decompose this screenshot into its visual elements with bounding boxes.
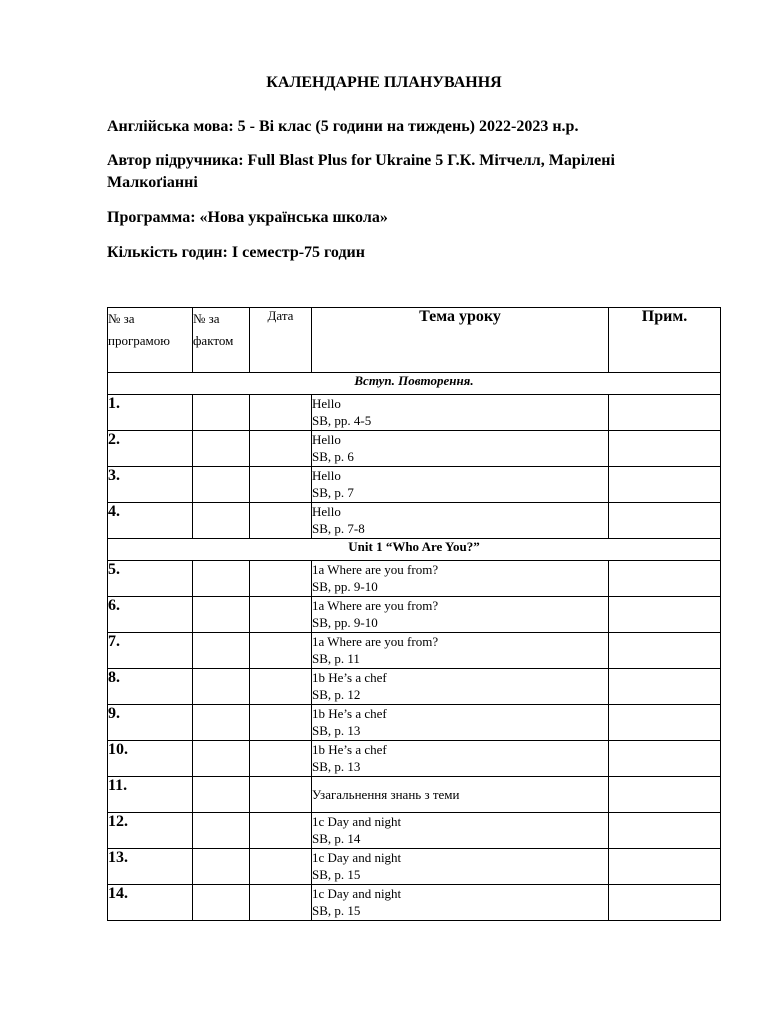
- lesson-pages: SB, p. 12: [312, 687, 361, 702]
- table-row: [108, 705, 721, 741]
- lesson-topic: 1b He’s a chef: [312, 706, 387, 721]
- lesson-pages: SB, p. 7: [312, 485, 354, 500]
- header-fact-number: № за фактом: [193, 308, 250, 373]
- lesson-pages: SB, pp. 9-10: [312, 615, 378, 630]
- lesson-number: 14.: [108, 885, 193, 921]
- lesson-pages: SB, p. 6: [312, 449, 354, 464]
- lesson-number: 3.: [108, 467, 193, 503]
- lesson-number: 4.: [108, 503, 193, 539]
- lesson-topic: 1a Where are you from?: [312, 562, 439, 577]
- date-cell: [250, 885, 312, 921]
- date-cell: [250, 503, 312, 539]
- table-row: [108, 467, 721, 503]
- notes-cell: [609, 561, 721, 597]
- fact-number-cell: [193, 741, 250, 777]
- notes-cell: [609, 885, 721, 921]
- table-row: [108, 561, 721, 597]
- notes-cell: [609, 633, 721, 669]
- fact-number-cell: [193, 503, 250, 539]
- lesson-number: 13.: [108, 849, 193, 885]
- lesson-topic: 1c Day and night: [312, 886, 402, 901]
- notes-cell: [609, 503, 721, 539]
- table-row: [108, 431, 721, 467]
- lesson-pages: SB, p. 7-8: [312, 521, 365, 536]
- section-title: Вступ. Повторення.: [108, 373, 721, 395]
- fact-number-cell: [193, 431, 250, 467]
- textbook-author-line: Автор підручника: Full Blast Plus for Ukraine 5 Г.К. Мітчелл, Марілені Малкоґіанні: [107, 152, 615, 191]
- table-row: [108, 395, 721, 431]
- lesson-topic-cell: [312, 503, 609, 539]
- lesson-topic-cell: [312, 777, 609, 813]
- lesson-topic: 1c Day and night: [312, 850, 402, 865]
- date-cell: [250, 705, 312, 741]
- notes-cell: [609, 777, 721, 813]
- lesson-topic-cell: [312, 705, 609, 741]
- lesson-number: 12.: [108, 813, 193, 849]
- lesson-topic: 1c Day and night: [312, 814, 402, 829]
- table-body: [108, 373, 721, 921]
- lesson-topic-cell: [312, 431, 609, 467]
- subject-line: Англійська мова: 5 - Ві клас (5 години на тиждень) 2022-2023 н.р.: [107, 118, 579, 135]
- header-program-number: № за програмою: [108, 308, 193, 373]
- lesson-pages: SB, p. 15: [312, 867, 361, 882]
- lesson-pages: SB, p. 11: [312, 651, 360, 666]
- lesson-topic: Hello: [312, 396, 341, 411]
- lesson-number: 7.: [108, 633, 193, 669]
- date-cell: [250, 741, 312, 777]
- date-cell: [250, 561, 312, 597]
- lesson-topic-cell: [312, 561, 609, 597]
- lesson-pages: SB, pp. 9-10: [312, 579, 378, 594]
- date-cell: [250, 431, 312, 467]
- lesson-pages: SB, p. 13: [312, 759, 361, 774]
- lesson-pages: SB, pp. 4-5: [312, 413, 372, 428]
- lesson-plan-table: [107, 307, 721, 921]
- section-row: [108, 539, 721, 561]
- table-row: [108, 777, 721, 813]
- notes-cell: [609, 813, 721, 849]
- fact-number-cell: [193, 597, 250, 633]
- lesson-topic-cell: [312, 741, 609, 777]
- lesson-topic: Узагальнення знань з теми: [312, 787, 460, 802]
- date-cell: [250, 467, 312, 503]
- fact-number-cell: [193, 777, 250, 813]
- hours-line: Кількість годин: I семестр-75 годин: [107, 244, 365, 261]
- fact-number-cell: [193, 467, 250, 503]
- fact-number-cell: [193, 885, 250, 921]
- table-row: [108, 813, 721, 849]
- lesson-pages: SB, p. 13: [312, 723, 361, 738]
- lesson-topic-cell: [312, 597, 609, 633]
- fact-number-cell: [193, 561, 250, 597]
- lesson-topic-cell: [312, 669, 609, 705]
- lesson-number: 9.: [108, 705, 193, 741]
- lesson-number: 11.: [108, 777, 193, 813]
- notes-cell: [609, 741, 721, 777]
- lesson-topic-cell: [312, 885, 609, 921]
- notes-cell: [609, 395, 721, 431]
- lesson-number: 2.: [108, 431, 193, 467]
- lesson-number: 5.: [108, 561, 193, 597]
- lesson-topic: Hello: [312, 468, 341, 483]
- date-cell: [250, 813, 312, 849]
- date-cell: [250, 669, 312, 705]
- header-notes: Прим.: [609, 308, 721, 373]
- lesson-number: 6.: [108, 597, 193, 633]
- date-cell: [250, 777, 312, 813]
- table-row: [108, 885, 721, 921]
- lesson-topic-cell: [312, 395, 609, 431]
- notes-cell: [609, 597, 721, 633]
- date-cell: [250, 849, 312, 885]
- table-row: [108, 597, 721, 633]
- date-cell: [250, 395, 312, 431]
- lesson-topic: 1a Where are you from?: [312, 598, 439, 613]
- fact-number-cell: [193, 849, 250, 885]
- lesson-topic-cell: [312, 813, 609, 849]
- header-date: Дата: [250, 308, 312, 373]
- table-header-row: [108, 308, 721, 373]
- lesson-pages: SB, p. 14: [312, 831, 361, 846]
- lesson-number: 10.: [108, 741, 193, 777]
- document-title: КАЛЕНДАРНЕ ПЛАНУВАННЯ: [266, 74, 502, 91]
- lesson-pages: SB, p. 15: [312, 903, 361, 918]
- fact-number-cell: [193, 669, 250, 705]
- notes-cell: [609, 431, 721, 467]
- fact-number-cell: [193, 633, 250, 669]
- section-row: [108, 373, 721, 395]
- lesson-topic: 1b He’s a chef: [312, 670, 387, 685]
- table-row: [108, 849, 721, 885]
- lesson-number: 1.: [108, 395, 193, 431]
- table-row: [108, 741, 721, 777]
- date-cell: [250, 597, 312, 633]
- lesson-topic: 1b He’s a chef: [312, 742, 387, 757]
- lesson-topic-cell: [312, 849, 609, 885]
- notes-cell: [609, 669, 721, 705]
- lesson-topic: Hello: [312, 432, 341, 447]
- date-cell: [250, 633, 312, 669]
- fact-number-cell: [193, 813, 250, 849]
- fact-number-cell: [193, 395, 250, 431]
- notes-cell: [609, 705, 721, 741]
- lesson-number: 8.: [108, 669, 193, 705]
- header-lesson-topic: Тема уроку: [312, 308, 609, 373]
- section-title: Unit 1 “Who Are You?”: [108, 539, 721, 561]
- table-row: [108, 669, 721, 705]
- lesson-topic-cell: [312, 633, 609, 669]
- notes-cell: [609, 467, 721, 503]
- fact-number-cell: [193, 705, 250, 741]
- table-row: [108, 503, 721, 539]
- program-line: Программа: «Нова українська школа»: [107, 209, 388, 226]
- lesson-topic: 1a Where are you from?: [312, 634, 439, 649]
- notes-cell: [609, 849, 721, 885]
- table-row: [108, 633, 721, 669]
- lesson-topic: Hello: [312, 504, 341, 519]
- lesson-topic-cell: [312, 467, 609, 503]
